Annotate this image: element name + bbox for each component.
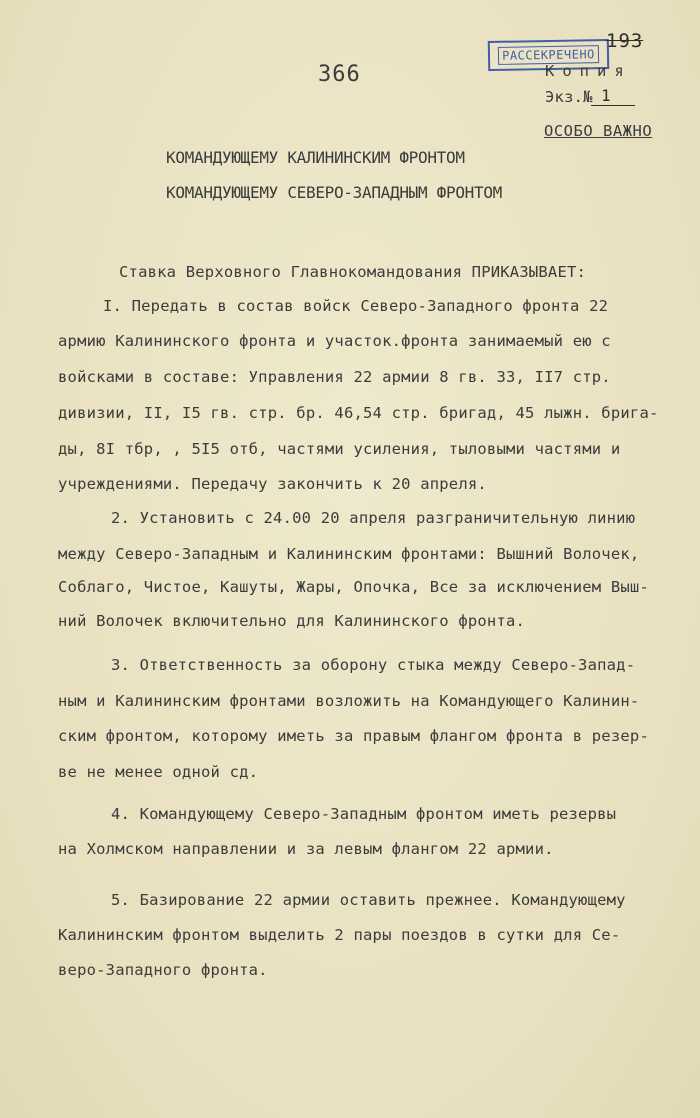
page-number: 366 xyxy=(318,62,361,87)
order-line: на Холмском направлении и за левым флангом 22 армии. xyxy=(58,840,554,858)
order-line: ды, 8I тбр, , 5I5 отб, частями усиления, тыловыми частями и xyxy=(58,440,621,458)
order-line: армию Калининского фронта и участок.фронта занимаемый ею с xyxy=(58,332,611,350)
order-line: ний Волочек включительно для Калининского фронта. xyxy=(58,612,526,630)
order-intro: Ставка Верховного Главнокомандования ПРИКАЗЫВАЕТ: xyxy=(119,263,587,281)
order-line: ным и Калининским фронтами возложить на Командующего Калинин- xyxy=(58,692,640,710)
order-line: Калининским фронтом выделить 2 пары поездов в сутки для Се- xyxy=(58,926,621,944)
order-line: войсками в составе: Управления 22 армии 8 гв. 33, II7 стр. xyxy=(58,368,611,386)
order-line: 3. Ответственность за оборону стыка между Северо-Запад- xyxy=(111,656,636,674)
order-line: 2. Установить с 24.00 20 апреля разграничительную линию xyxy=(111,509,636,527)
order-line: между Северо-Западным и Калининским фронтами: Вышний Волочек, xyxy=(58,545,640,563)
order-line: I. Передать в состав войск Северо-Западного фронта 22 xyxy=(103,297,609,315)
copy-number-value: 1 xyxy=(591,86,635,106)
order-line: 4. Командующему Северо-Западным фронтом иметь резервы xyxy=(111,805,617,823)
sheet-number: 193 xyxy=(606,30,644,52)
order-line: учреждениями. Передачу закончить к 20 апреля. xyxy=(58,475,487,493)
addressee-northwestern-front: КОМАНДУЮЩЕМУ СЕВЕРО-ЗАПАДНЫМ ФРОНТОМ xyxy=(166,183,502,202)
order-line: ве не менее одной сд. xyxy=(58,763,259,781)
order-line: Соблаго, Чистое, Кашуты, Жары, Опочка, Все за исключением Выш- xyxy=(58,578,649,596)
copy-label: Копия xyxy=(545,62,632,80)
order-line: 5. Базирование 22 армии оставить прежнее. Командующему xyxy=(111,891,626,909)
addressee-kalinin-front: КОМАНДУЮЩЕМУ КАЛИНИНСКИМ ФРОНТОМ xyxy=(166,148,465,167)
order-line: дивизии, II, I5 гв. стр. бр. 46,54 стр. бригад, 45 лыжн. брига- xyxy=(58,404,659,422)
order-line: ским фронтом, которому иметь за правым флангом фронта в резер- xyxy=(58,727,649,745)
secrecy-classification: ОСОБО ВАЖНО xyxy=(544,122,653,140)
stamp-text: РАССЕКРЕЧЕНО xyxy=(498,45,599,65)
copy-number-label: Экз.№ xyxy=(545,88,593,106)
order-line: веро-Западного фронта. xyxy=(58,961,268,979)
